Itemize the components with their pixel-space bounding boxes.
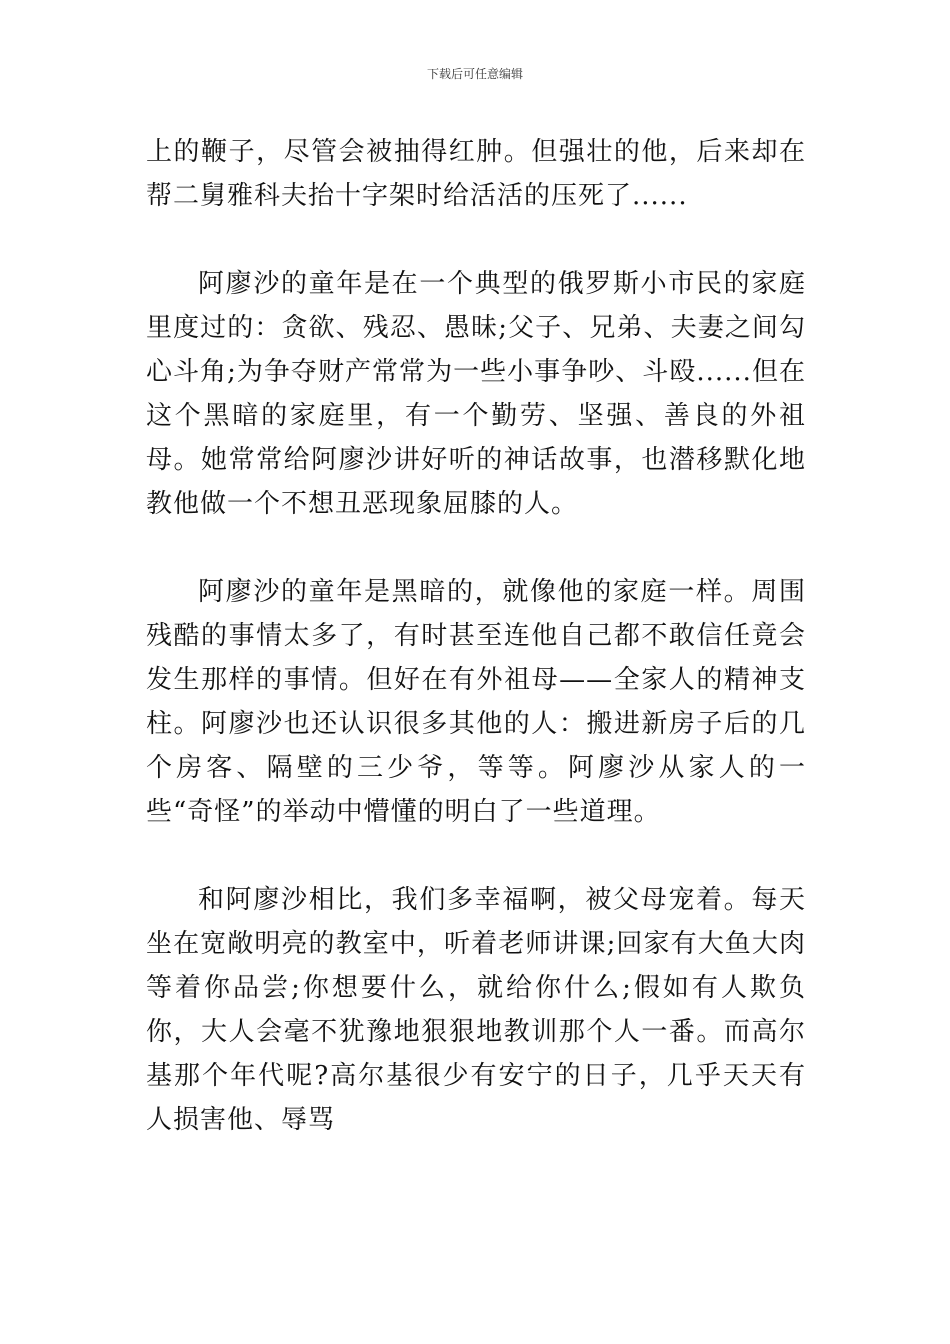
page-header: 下载后可任意编辑	[426, 67, 523, 81]
body-text	[146, 130, 806, 1142]
paragraph: 阿廖沙的童年是在一个典型的俄罗斯小市民的家庭里度过的：贪欲、残忍、愚昧;父子、兄弟、夫妻之间勾心斗角;为争夺财产常常为一些小事争吵、斗殴......但在这个黑暗的家庭里，有一个勤劳、坚强、善良的外祖母。她常常给阿廖沙讲好听的神话故事，也潜移默化地教他做一个不想丑恶现象屈膝的人。	[146, 269, 806, 519]
paragraph-continuation: 上的鞭子，尽管会被抽得红肿。但强壮的他，后来却在帮二舅雅科夫抬十字架时给活活的压死了......	[146, 137, 806, 211]
paragraph: 阿廖沙的童年是黑暗的，就像他的家庭一样。周围残酷的事情太多了，有时甚至连他自己都不敢信任竟会发生那样的事情。但好在有外祖母——全家人的精神支柱。阿廖沙也还认识很多其他的人：搬进新房子后的几个房客、隔壁的三少爷，等等。阿廖沙从家人的一些“奇怪”的举动中懵懂的明白了一些道理。	[146, 577, 806, 827]
paragraph: 和阿廖沙相比，我们多幸福啊，被父母宠着。每天坐在宽敞明亮的教室中，听着老师讲课;回家有大鱼大肉等着你品尝;你想要什么，就给你什么;假如有人欺负你，大人会毫不犹豫地狠狠地教训那个人一番。而高尔基那个年代呢?高尔基很少有安宁的日子，几乎天天有人损害他、辱骂	[146, 885, 806, 1135]
